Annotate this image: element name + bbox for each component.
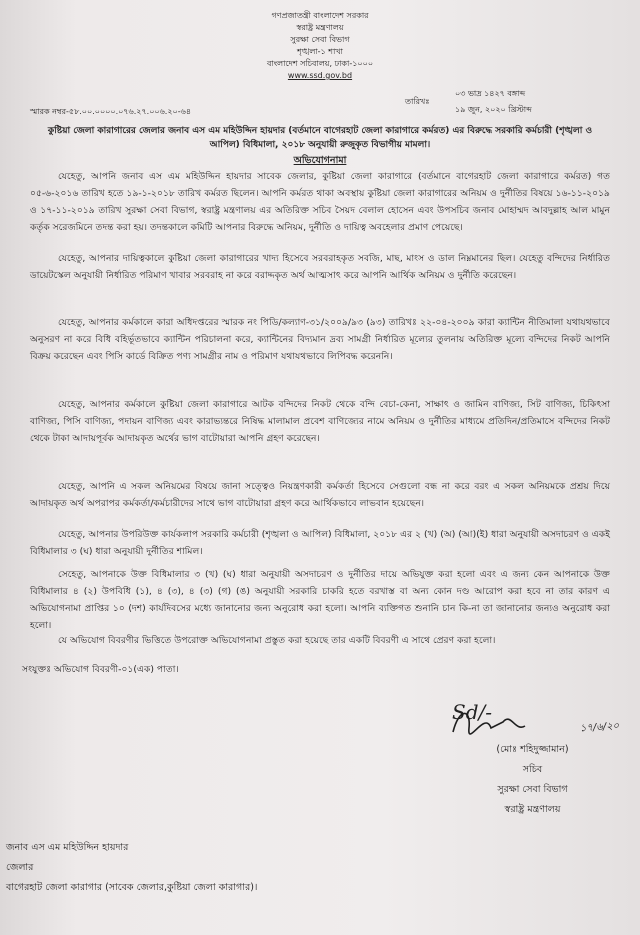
paragraph-4: যেহেতু, আপনার কর্মকালে কুষ্টিয়া জেলা কারাগারে আটক বন্দিদের নিকট থেকে বন্দি বেচা-কেনা, সাক্ষাৎ ও জামিন বাণিজ্য, সিট বাণিজ্য, চিকিৎসা বাণিজ্য, পিসি বাণিজ্য, পদায়ন বাণিজ্য এবং কারাভ্যন্তরে নিষিদ্ধ মালামাল প্রবেশ বাণিজ্যের নামে অনিয়ম ও দুর্নীতির মাধ্যমে প্রতিদিন/প্রতিমাসে বন্দিদের নিকট থেকে টাকা আদায়পূর্বক আদায়কৃত অর্থের ভাগ বাটোয়ারা আপনি গ্রহণ করেছেন। bbox=[30, 399, 610, 444]
recipient-name: জনাব এস এম মহিউদ্দিন হায়দার bbox=[6, 842, 129, 853]
subject-line: কুষ্টিয়া জেলা কারাগারের জেলার জনাব এস এম মহিউদ্দিন হায়দার (বর্তমানে বাগেরহাট জেলা কারাগারে কর্মরত) এর বিরুদ্ধে সরকারি কর্মচারী (শৃঙ্খলা ও আপিল) বিধিমালা, ২০১৮ অনুযায়ী রুজুকৃত বিভাগীয় মামলা। bbox=[47, 126, 593, 150]
date-block bbox=[455, 88, 625, 117]
signature-block bbox=[445, 740, 620, 820]
date-bangla: ০৩ ভাদ্র ১৪২৭ বঙ্গাব্দ bbox=[455, 89, 526, 98]
date-english: ১৯ জুন, ২০২০ খ্রিস্টাব্দ bbox=[455, 105, 532, 114]
letterhead-website: www.ssd.gov.bd bbox=[287, 71, 353, 80]
date-label: তারিখঃ bbox=[405, 97, 430, 106]
letterhead-line2: স্বরাষ্ট্র মন্ত্রণালয় bbox=[296, 23, 344, 32]
memo-reference: স্মারক নম্বর-৫৮.০০.০০০০.০৭৬.২৭.০০৬.২০-৬৪ bbox=[30, 107, 192, 116]
recipient-block bbox=[6, 838, 257, 898]
paragraph-1: যেহেতু, আপনি জনাব এস এম মহিউদ্দিন হায়দার সাবেক জেলার, কুষ্টিয়া জেলা কারাগারে (বর্তমানে বাগেরহাট জেলা কারাগারে কর্মরত) গত ০৫-৬-২০১৬ তারিখ হতে ১৯-১-২০১৮ তারিখ কর্মরত ছিলেন। আপনি কর্মরত থাকা অবস্থায় কুষ্টিয়া জেলা কারাগারের অনিয়ম ও দুর্নীতির বিষয়ে ১৬-১১-২০১৯ ও ১৭-১১-২০১৯ তারিখ সুরক্ষা সেবা বিভাগ, স্বরাষ্ট্র মন্ত্রণালয় এর অতিরিক্ত সচিব সৈয়দ বেলাল হোসেন এবং উপসচিব জনাব মোহাম্মদ আবদুল্লাহ আল মামুন কর্তৃক সরেজমিনে তদন্ত করা হয়। তদন্তকালে কমিটি আপনার বিরুদ্ধে অনিয়ম, দুর্নীতি ও দায়িত্ব অবহেলার প্রমাণ পেয়েছে। bbox=[30, 171, 610, 233]
recipient-title: জেলার bbox=[6, 862, 34, 873]
handwritten-signature: Sd/- bbox=[452, 700, 492, 724]
signature-scribble-icon bbox=[445, 702, 595, 742]
letterhead-line1: গণপ্রজাতন্ত্রী বাংলাদেশ সরকার bbox=[271, 11, 369, 20]
letterhead bbox=[0, 10, 640, 82]
recipient-office: বাগেরহাট জেলা কারাগার (সাবেক জেলার,কুষ্টিয়া জেলা কারাগার)। bbox=[6, 882, 258, 893]
letterhead-line3: সুরক্ষা সেবা বিভাগ bbox=[290, 35, 350, 44]
paragraph-7: সেহেতু, আপনাকে উক্ত বিধিমালার ৩ (খ) (ঘ) ধারা অনুযায়ী অসদাচরণ ও দুর্নীতির দায়ে অভিযুক্ত করা হলো এবং এ জন্য কেন আপনাকে উক্ত বিধিমালার ৪ (২) উপবিধি (১), ৪ (৩), ৪ (৩) (গ) (ঙ) অনুযায়ী সরকারি চাকরি হতে বরখাস্ত বা অন্য কোন দণ্ড আরোপ করা হবে না তার কারণ এ অভিযোগনামা প্রাপ্তির ১০ (দশ) কার্যদিবসের মধ্যে জানানোর জন্য অনুরোধ করা হলো। আপনি ব্যক্তিগত শুনানি চান কি-না তা জানানোর জন্যও অনুরোধ করা হলো। bbox=[30, 569, 610, 631]
signatory-designation: সচিব bbox=[522, 764, 543, 775]
signatory-division: সুরক্ষা সেবা বিভাগ bbox=[497, 784, 568, 795]
document-heading: অভিযোগনামা bbox=[293, 155, 347, 166]
letterhead-line5: বাংলাদেশ সচিবালয়, ঢাকা-১০০০ bbox=[266, 59, 374, 68]
paragraph-5: যেহেতু, আপনি এ সকল অনিয়মের বিষয়ে জানা সত্ত্বেও নিয়ন্ত্রণকারী কর্মকর্তা হিসেবে সেগুলো বন্ধ না করে বরং এ সকল অনিয়মকে প্রশ্রয় দিয়ে আদায়কৃত অর্থ অপরাপর কর্মকর্তা/কর্মচারীদের সাথে ভাগ বাটোয়ারা গ্রহণ করে আর্থিকভাবে লাভবান হয়েছেন। bbox=[30, 481, 610, 509]
signature-date: ১৭/৬/২০ bbox=[579, 720, 620, 735]
enclosure-note: সংযুক্তঃ অভিযোগ বিবরণী-০১(এক) পাতা। bbox=[22, 664, 179, 675]
paragraph-3: যেহেতু, আপনার কর্মকালে কারা অধিদপ্তরের স্মারক নং পিডি/কল্যাণ-৩১/২০০৯/৯৩ (৯৩) তারিখঃ ২২-০৪-২০০৯ কারা ক্যান্টিন নীতিমালা যথাযথভাবে অনুসরণ না করে বিধি বহির্ভূতভাবে ক্যান্টিন পরিচালনা করে, ক্যান্টিনের বিদ্যমান দ্রব্য সামগ্রী নির্ধারিত মূল্যের তুলনায় অতিরিক্ত মূল্যে বন্দিদের নিকট আপনি বিক্রয় করেছেন এবং পিসি কার্ডে বিক্রিত পণ্য সামগ্রীর নাম ও পরিমাণ যথাযথভাবে লিপিবদ্ধ করেননি। bbox=[30, 317, 610, 362]
paragraph-2: যেহেতু, আপনার দায়িত্বকালে কুষ্টিয়া জেলা কারাগারের খাদ্য হিসেবে সরবরাহকৃত সবজি, মাছ, মাংস ও ডাল নিম্নমানের ছিল। যেহেতু বন্দিদের নির্ধারিত ডায়েটস্কেল অনুযায়ী নির্ধারিত পরিমাণ খাবার সরবরাহ না করে বরাদ্দকৃত অর্থ আত্মসাৎ করে আপনি আর্থিক অনিয়ম ও দুর্নীতি করেছেন। bbox=[30, 253, 610, 281]
paragraph-8: যে অভিযোগ বিবরণীর ভিত্তিতে উপরোক্ত অভিযোগনামা প্রস্তুত করা হয়েছে তার একটি বিবরণী এ সাথে প্রেরণ করা হলো। bbox=[58, 635, 496, 646]
signatory-ministry: স্বরাষ্ট্র মন্ত্রণালয় bbox=[504, 804, 561, 815]
letterhead-line4: শৃঙ্খলা-১ শাখা bbox=[297, 47, 343, 56]
paragraph-6: যেহেতু, আপনার উপরিউক্ত কার্যকলাপ সরকারি কর্মচারী (শৃঙ্খলা ও আপিল) বিধিমালা, ২০১৮ এর ২ (খ) (অ) (আ)(ই) ধারা অনুযায়ী অসদাচরণ ও একই বিধিমালার ৩ (ঘ) ধারা অনুযায়ী দুর্নীতির শামিল। bbox=[30, 529, 610, 557]
signatory-name: (মোঃ শহিদুজ্জামান) bbox=[496, 744, 569, 755]
